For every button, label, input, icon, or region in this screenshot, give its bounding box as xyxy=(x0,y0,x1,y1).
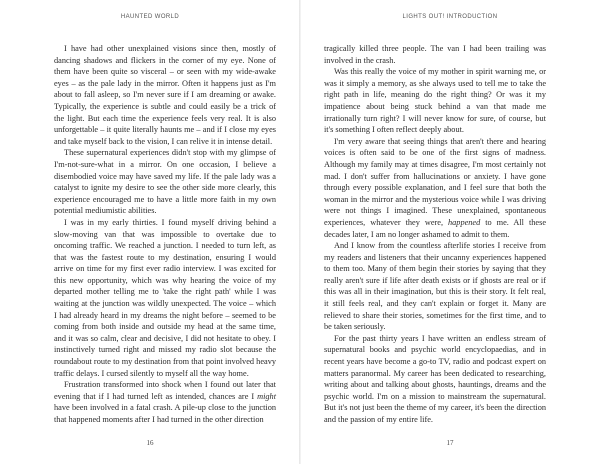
left-page-body xyxy=(54,43,276,426)
right-page-body xyxy=(324,43,546,426)
paragraph-text: to me. All these decades later, I am no longer ashamed to admit to them. xyxy=(324,217,546,239)
paragraph: tragically killed three people. The van I had been trailing was involved in the crash. xyxy=(324,44,546,65)
paragraph: For the past thirty years I have written an endless stream of supernatural books and psychic world encyclopaedias, and in recent years have become a go-to TV, radio and podcast expert on matters paranormal. My career has been dedicated to researching, writing about and talking about ghosts, hauntings, dreams and the psychic world. I'm on a mission to mainstream the supernatural. But it's not just been the theme of my career, it's been the direction and the passion of my entire life. xyxy=(324,333,546,424)
page-number-left: 16 xyxy=(146,439,154,447)
paragraph xyxy=(54,379,276,425)
running-header-left: HAUNTED WORLD xyxy=(120,14,180,20)
right-page xyxy=(300,0,600,464)
page-number-right: 17 xyxy=(446,439,454,447)
paragraph-text: Frustration transformed into shock when I found out later that evening that if I had turned left as intended, chances are I xyxy=(54,380,276,401)
paragraph-text: I'm very aware that seeing things that aren't there and hearing voices is often said to be one of the first signs of madness. Although my family may at times disagree, I'm most certainly not mad. I don't suffer from hallucinations or anxiety. I have gone through every possible explanation, and I feel sure that both the woman in the mirror and the mysterious voice while I was driving were not things I imagined. These unexplained, spontaneous experiences, whatever they were, xyxy=(324,136,546,227)
paragraph: I have had other unexplained visions since then, mostly of dancing shadows and flickers in the corner of my eye. None of them have been quite so visceral – or seen with my wide-awake eyes – as the pale lady in the mirror. Often it happens just as I'm about to fall asleep, so I'm never sure if I am dreaming or awake. Typically, the experience is subtle and could easily be a trick of the light. But each time the experience feels very real. It is also unforgettable – it quite literally haunts me – and if I close my eyes and take myself back to the vision, I can relive it in intense detail. xyxy=(54,44,276,146)
emphasis-text: happened xyxy=(448,217,481,227)
paragraph: These supernatural experiences didn't stop with my glimpse of I'm-not-sure-what in a mirror. On one occasion, I believe a disembodied voice may have saved my life. If the pale lady was a catalyst to ignite my desire to see the other side more clearly, this experience encouraged me to have a little more faith in my own potential mediumistic abilities. xyxy=(54,148,276,216)
paragraph xyxy=(324,136,546,240)
emphasis-text: might xyxy=(257,391,276,401)
paragraph-text: have been involved in a fatal crash. A pile-up close to the junction that happened moments after I had turned in the other direction xyxy=(54,403,276,424)
running-header-right: LIGHTS OUT! INTRODUCTION xyxy=(402,14,498,20)
paragraph: Was this really the voice of my mother in spirit warning me, or was it simply a memory, as she always used to tell me to take the right path in life, meaning do the right thing? Or was it my impatience about being stuck behind a van that made me irrationally turn right? I will never know for sure, of course, but it's something I often reflect deeply about. xyxy=(324,67,546,135)
paragraph: And I know from the countless afterlife stories I receive from my readers and listeners that their uncanny experiences happened to them too. Many of them begin their stories by saying that they really aren't sure if life after death exists or if ghosts are real or if this was all in their imagination, but this is their story. It felt real, it still feels real, and they can't explain or forget it. Many are relieved to share their stories, sometimes for the first time, and to be taken seriously. xyxy=(324,241,546,332)
paragraph: I was in my early thirties. I found myself driving behind a slow-moving van that was impossible to overtake due to oncoming traffic. We reached a junction. I needed to turn left, as that was the fastest route to my destination, ensuring I would arrive on time for my first ever radio interview. I was excited for this new opportunity, which was why hearing the voice of my departed mother telling me to 'take the right path' while I was waiting at the junction was wildly unexpected. The voice – which I had already heard in my dreams the night before – seemed to be coming from both inside and outside my head at the same time, and it was so calm, clear and decisive, I did not hesitate to obey. I instinctively turned right and missed my radio slot because the roundabout route to my destination from that point involved heavy traffic delays. I cursed silently to myself all the way home. xyxy=(54,217,276,378)
